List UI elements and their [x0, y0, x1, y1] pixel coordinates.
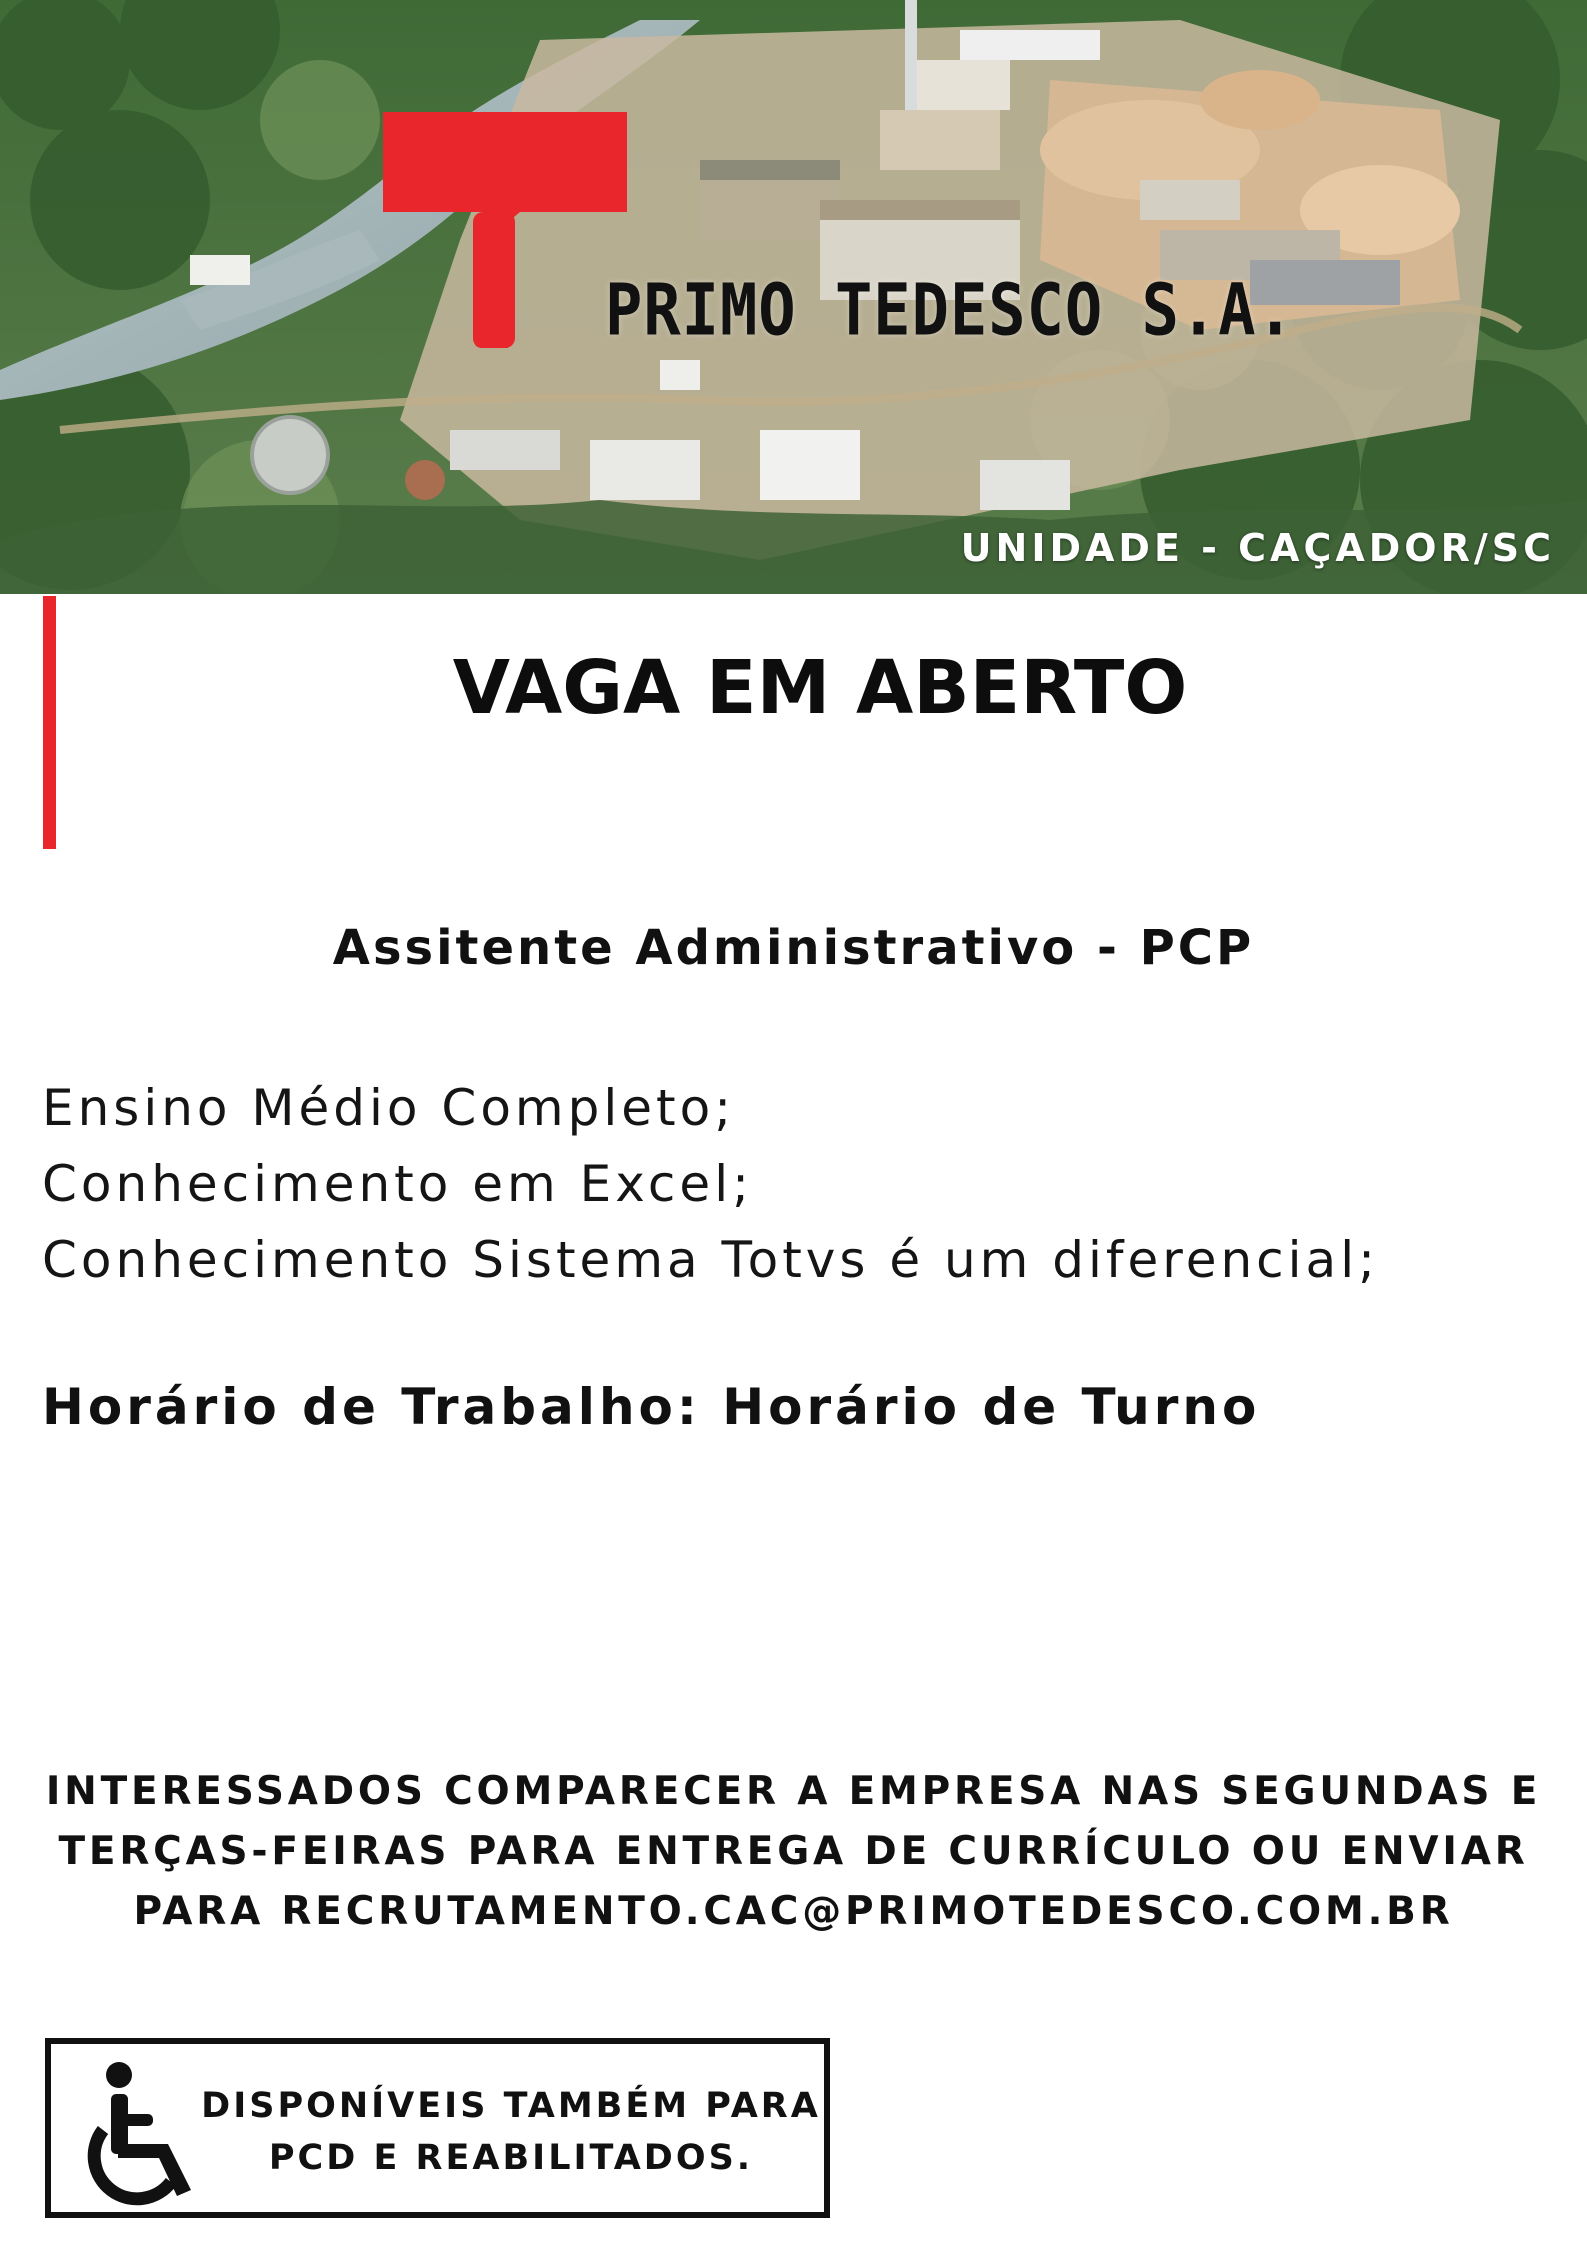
red-t-logo-icon [383, 112, 627, 348]
hero-banner [0, 0, 1587, 594]
work-schedule: Horário de Trabalho: Horário de Turno [42, 1378, 1261, 1436]
contact-instructions [0, 1762, 1587, 1942]
requirement-item: Conhecimento em Excel; [42, 1155, 753, 1213]
accessibility-line: PCD E REABILITADOS. [268, 2138, 754, 2178]
unit-location-label: UNIDADE - CAÇADOR/SC [960, 526, 1555, 570]
contact-line-email: PARA RECRUTAMENTO.CAC@PRIMOTEDESCO.COM.BR [133, 1889, 1454, 1934]
job-title: Assitente Administrativo - PCP [332, 920, 1255, 976]
requirements-list [42, 1070, 1379, 1298]
accessibility-line: DISPONÍVEIS TAMBÉM PARA [201, 2086, 821, 2126]
contact-line: INTERESSADOS COMPARECER A EMPRESA NAS SEGUNDAS E [45, 1769, 1542, 1814]
company-logo-text: PRIMO TEDESCO S.A. [605, 268, 1295, 352]
contact-line: TERÇAS-FEIRAS PARA ENTREGA DE CURRÍCULO OU ENVIAR [58, 1829, 1529, 1874]
accessibility-text [181, 2080, 841, 2184]
requirement-item: Ensino Médio Completo; [42, 1079, 736, 1137]
accessibility-notice-box [45, 2038, 830, 2218]
requirement-item: Conhecimento Sistema Totvs é um diferencial; [42, 1231, 1379, 1289]
page-title: VAGA EM ABERTO [452, 645, 1188, 731]
